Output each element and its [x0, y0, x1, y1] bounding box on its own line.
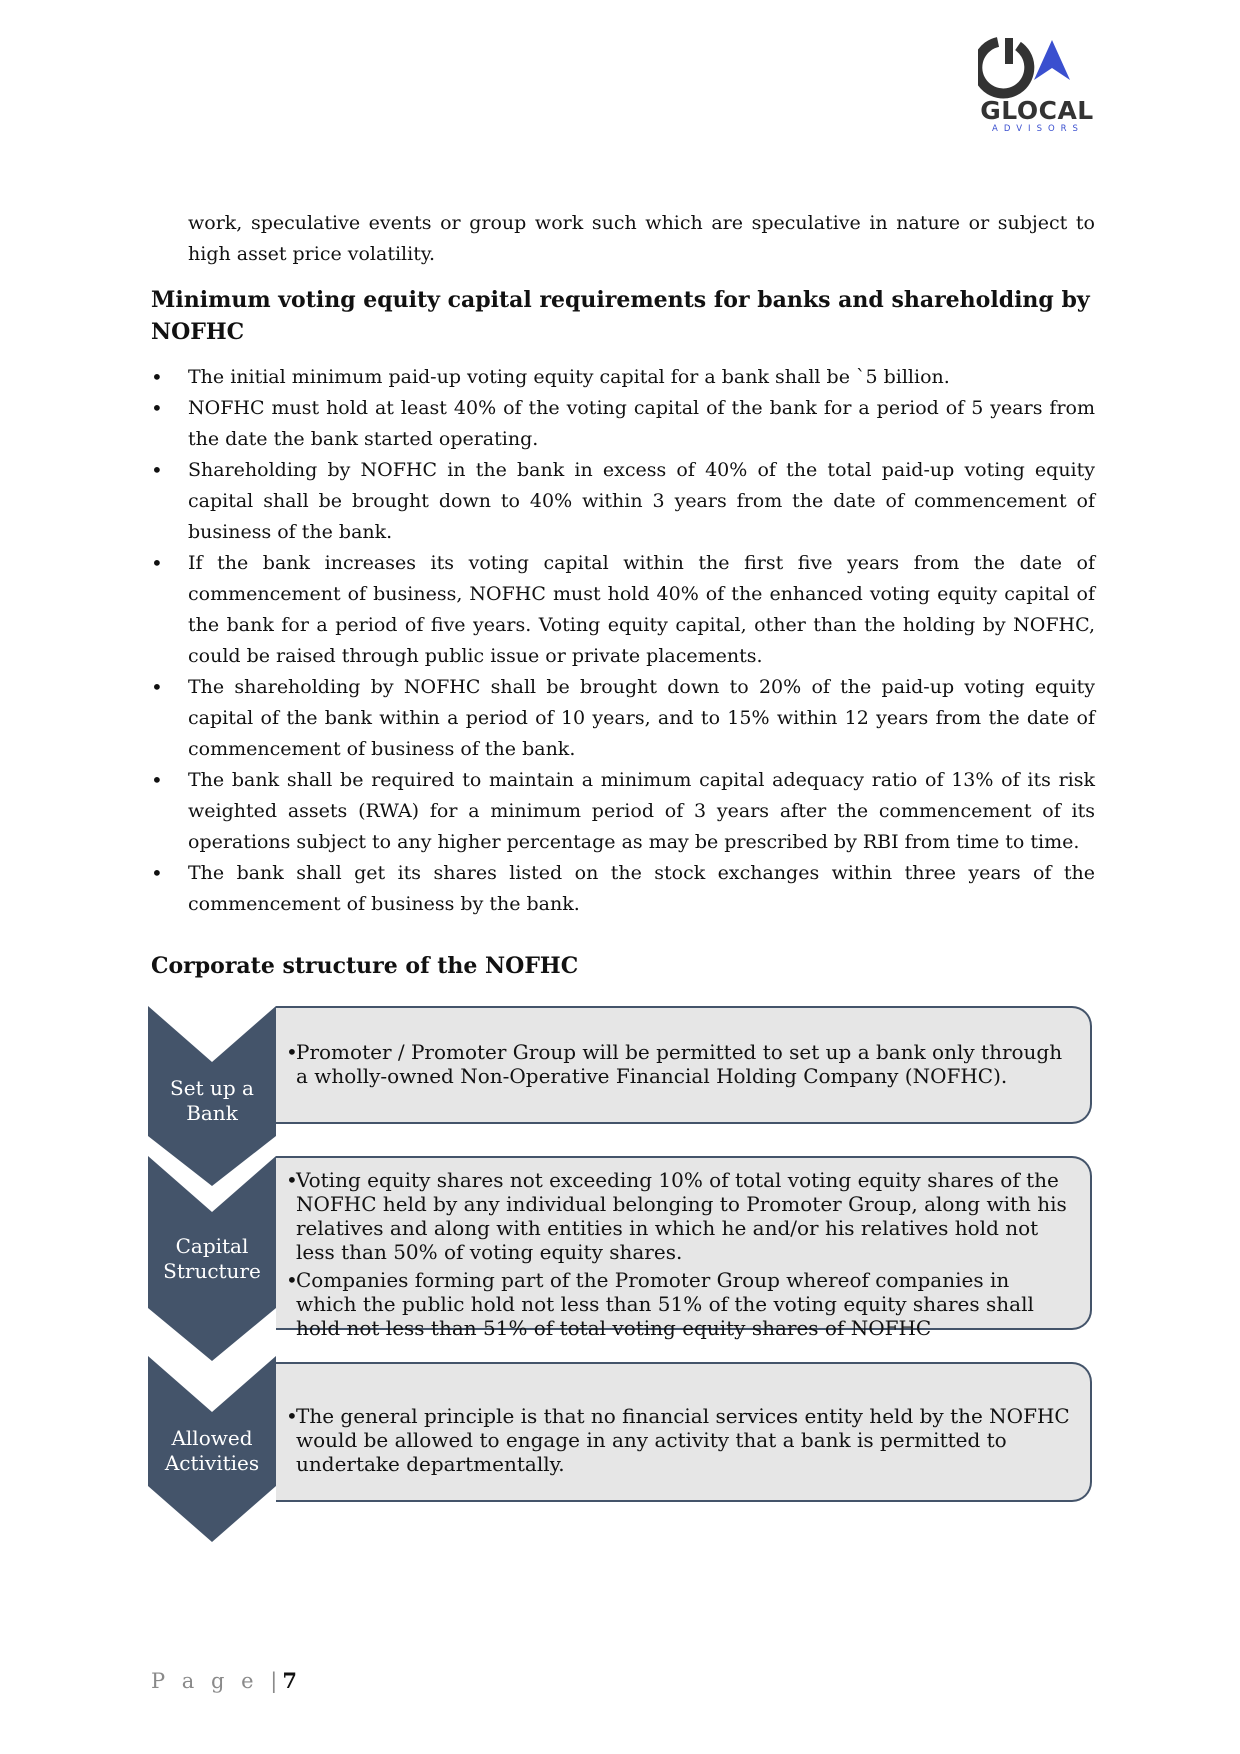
capital-requirements-list — [151, 362, 1095, 920]
logo-wordmark: GLOCAL — [980, 96, 1094, 125]
logo-arrow-icon — [1034, 40, 1070, 80]
list-item: • The bank shall be required to maintain a minimum capital adequacy ratio of 13% of its risk weighted assets (RWA) for a minimum period of 3 years after the commencement of its operations subject to any higher percentage as may be prescribed by RBI from time to time. — [151, 765, 1095, 858]
page-separator: | — [270, 1669, 283, 1693]
continuation-paragraph: work, speculative events or group work such which are speculative in nature or subject to high asset price volatility. — [188, 212, 1095, 265]
list-item: • The bank shall get its shares listed on the stock exchanges within three years of the commencement of business by the bank. — [151, 858, 1095, 920]
list-item: • The shareholding by NOFHC shall be brought down to 20% of the paid-up voting equity capital of the bank within a period of 10 years, and to 15% within 12 years from the date of commencement of business of the bank. — [151, 672, 1095, 765]
list-item: • Companies forming part of the Promoter Group whereof companies in which the public hold not less than 51% of the voting equity shares shall hold not less than 51% of total voting equity shares of NOFHC — [276, 1268, 1076, 1340]
list-item: • The general principle is that no financial services entity held by the NOFHC would be allowed to engage in any activity that a bank is permitted to undertake departmentally. — [276, 1404, 1084, 1476]
stage-label-capital-structure: Capital Structure — [163, 1234, 261, 1283]
list-item: • Promoter / Promoter Group will be permitted to set up a bank only through a wholly-owned Non-Operative Financial Holding Company (NOFHC). — [276, 1040, 1076, 1088]
stage-card-allowed-activities — [276, 1362, 1092, 1502]
stage-label-allowed-activities: Allowed Activities — [164, 1426, 260, 1475]
page-number: 7 — [282, 1668, 297, 1693]
list-item: • Voting equity shares not exceeding 10% of total voting equity shares of the NOFHC held by any individual belonging to Promoter Group, along with his relatives and along with entities in which he and/or his relatives hold not less than 50% of voting equity shares. — [276, 1168, 1076, 1264]
page-footer — [151, 1668, 297, 1693]
stage-card-capital-structure — [276, 1156, 1092, 1340]
logo-ring-icon — [978, 42, 1029, 93]
list-item: • The initial minimum paid-up voting equity capital for a bank shall be `5 billion. — [151, 362, 1095, 393]
page-word: P a g e — [151, 1669, 259, 1693]
list-item: • If the bank increases its voting capital within the first five years from the date of commencement of business, NOFHC must hold 40% of the enhanced voting equity capital of the bank for a period of five years. Voting equity capital, other than the holding by NOFHC, could be raised through public issue or private placements. — [151, 548, 1095, 672]
logo-subtitle: ADVISORS — [992, 124, 1084, 134]
list-item: • Shareholding by NOFHC in the bank in excess of 40% of the total paid-up voting equity capital shall be brought down to 40% within 3 years from the date of commencement of business of the bank. — [151, 455, 1095, 548]
stage-card-set-up-bank — [276, 1006, 1092, 1124]
list-item: • NOFHC must hold at least 40% of the voting capital of the bank for a period of 5 years from the date the bank started operating. — [151, 393, 1095, 455]
section-heading-corporate-structure: Corporate structure of the NOFHC — [151, 953, 579, 979]
section-heading-capital: Minimum voting equity capital requirements for banks and shareholding by NOFHC — [151, 287, 1090, 345]
page-content — [151, 208, 1095, 982]
corporate-structure-diagram — [148, 1006, 1096, 1546]
stage-label-set-up-bank: Set up a Bank — [170, 1076, 254, 1125]
